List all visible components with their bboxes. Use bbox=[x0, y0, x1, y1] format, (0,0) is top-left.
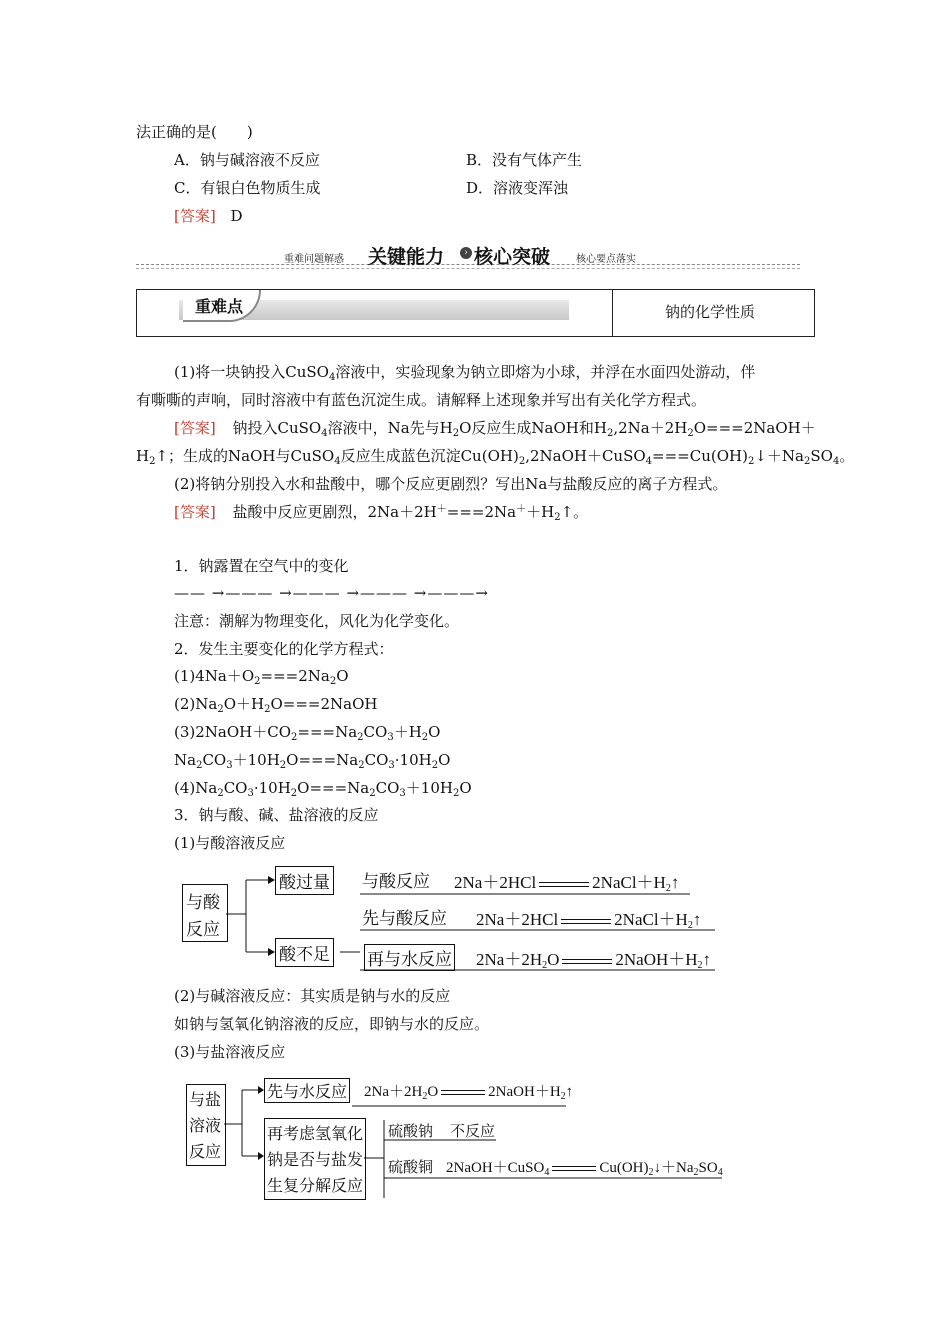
salt-condition-box: 再考虑氢氧化 钠是否与盐发 生复分解反应 bbox=[264, 1118, 366, 1200]
section-banner bbox=[136, 242, 800, 270]
answer-row bbox=[174, 206, 243, 226]
section3-heading: 3．钠与酸、碱、盐溶液的反应 bbox=[174, 806, 379, 824]
acid-diagram bbox=[180, 862, 720, 974]
q2-answer: [答案] 盐酸中反应更剧烈，$2Na+2H^+===2Na^++H_2↑$。 bbox=[174, 503, 589, 523]
acid-row3-label: 再与水反应 bbox=[364, 944, 455, 971]
acid-row1-equation: 2Na＋2HCl $2NaCl+H_2↑$ bbox=[454, 873, 680, 894]
q1-answer-line1: [答案] 钠投入CuSO$_4$溶液中，Na先与$H_2O$反应生成NaOH和$H_2,2Na+2H_2O===2NaOH+$ bbox=[174, 419, 816, 439]
section1-heading: 1．钠露置在空气中的变化 bbox=[174, 557, 349, 575]
acid-row1-label: 与酸反应 bbox=[362, 872, 430, 892]
equation-1: $(1)4Na+O_2===2Na_2O$ bbox=[174, 667, 349, 687]
option-a: A．钠与碱溶液不反应 bbox=[174, 151, 320, 169]
acid-insufficient-box: 酸不足 bbox=[275, 938, 334, 967]
option-b: B．没有气体产生 bbox=[466, 151, 583, 169]
option-d: D．溶液变浑浊 bbox=[466, 179, 569, 197]
salt-water-box: 先与水反应 bbox=[264, 1078, 350, 1103]
acid-row3-equation: $2Na+2H_2O$ $2NaOH+H_2↑$ bbox=[476, 950, 712, 971]
banner-arrow-icon: › bbox=[460, 247, 472, 259]
banner-left-caption: 重难问题解惑 bbox=[284, 254, 344, 265]
option-c: C．有银白色物质生成 bbox=[174, 179, 321, 197]
salt-copper-sulfate: 硫酸铜 bbox=[388, 1158, 434, 1176]
answer-label: [答案] bbox=[174, 207, 216, 225]
acid-row2-label: 先与酸反应 bbox=[362, 909, 447, 929]
equation-4: $(4)Na_2CO_3\cdot 10H_2O===Na_2CO_3+10H_2O$ bbox=[174, 779, 472, 799]
equation-2: $(2)Na_2O+H_2O===2NaOH$ bbox=[174, 695, 378, 715]
q2-question: (2)将钠分别投入水和盐酸中，哪个反应更剧烈？写出Na与盐酸反应的离子方程式。 bbox=[174, 475, 728, 493]
salt-diagram bbox=[184, 1076, 734, 1204]
section1-arrow-chain: —— →——— →——— →——— →———→ bbox=[174, 584, 489, 602]
salt-no-reaction: 不反应 bbox=[450, 1122, 496, 1140]
q1-line2: 有嘶嘶的声响，同时溶液中有蓝色沉淀生成。请解释上述现象并写出有关化学方程式。 bbox=[136, 391, 707, 409]
q1-answer-line2: $H_2↑$；生成的NaOH与CuSO$_4$反应生成蓝色沉淀$Cu(OH)_2,2NaOH+CuSO_4===Cu(OH)_2↓+Na_2SO_4$。 bbox=[136, 447, 855, 467]
equation-3b: $Na_2CO_3+10H_2O===Na_2CO_3\cdot 10H_2O$ bbox=[174, 751, 451, 771]
topic-title: 钠的化学性质 bbox=[665, 303, 756, 321]
banner-title-right: 核心突破 bbox=[474, 246, 551, 268]
salt-copper-equation: 2NaOH＋CuSO$_4$ $Cu(OH)_2↓+Na_2SO_4$ bbox=[446, 1160, 723, 1178]
banner-right-caption: 核心要点落实 bbox=[576, 254, 636, 265]
acid-excess-box: 酸过量 bbox=[275, 866, 334, 895]
section3-salt-heading: (3)与盐溶液反应 bbox=[174, 1043, 286, 1061]
section2-heading: 2．发生主要变化的化学方程式： bbox=[174, 640, 394, 658]
equation-3a: $(3)2NaOH+CO_2===Na_2CO_3+H_2O$ bbox=[174, 723, 441, 743]
section3-base-line1: (2)与碱溶液反应：其实质是钠与水的反应 bbox=[174, 987, 451, 1005]
acid-root-box: 与酸 反应 bbox=[182, 884, 228, 942]
acid-row2-equation: 2Na＋2HCl $2NaCl+H_2↑$ bbox=[476, 910, 702, 931]
section1-note: 注意：潮解为物理变化，风化为化学变化。 bbox=[174, 612, 460, 630]
banner-title-left: 关键能力 bbox=[368, 246, 445, 268]
topic-box bbox=[136, 289, 815, 337]
salt-water-equation: $2Na+2H_2O$ $2NaOH+H_2↑$ bbox=[364, 1084, 574, 1102]
topic-tag: 重难点 bbox=[183, 290, 261, 322]
answer-value: D bbox=[230, 207, 243, 225]
q1-line1: (1)将一块钠投入CuSO$_4$溶液中，实验现象为钠立即熔为小球，并浮在水面四处游动，伴 bbox=[174, 363, 756, 383]
section3-base-line2: 如钠与氢氧化钠溶液的反应，即钠与水的反应。 bbox=[174, 1015, 490, 1033]
question-stem-tail: 法正确的是( ) bbox=[136, 123, 253, 141]
salt-root-box: 与盐 溶液 反应 bbox=[186, 1084, 226, 1166]
section3-acid-heading: (1)与酸溶液反应 bbox=[174, 834, 286, 852]
salt-sodium-sulfate: 硫酸钠 bbox=[388, 1122, 434, 1140]
